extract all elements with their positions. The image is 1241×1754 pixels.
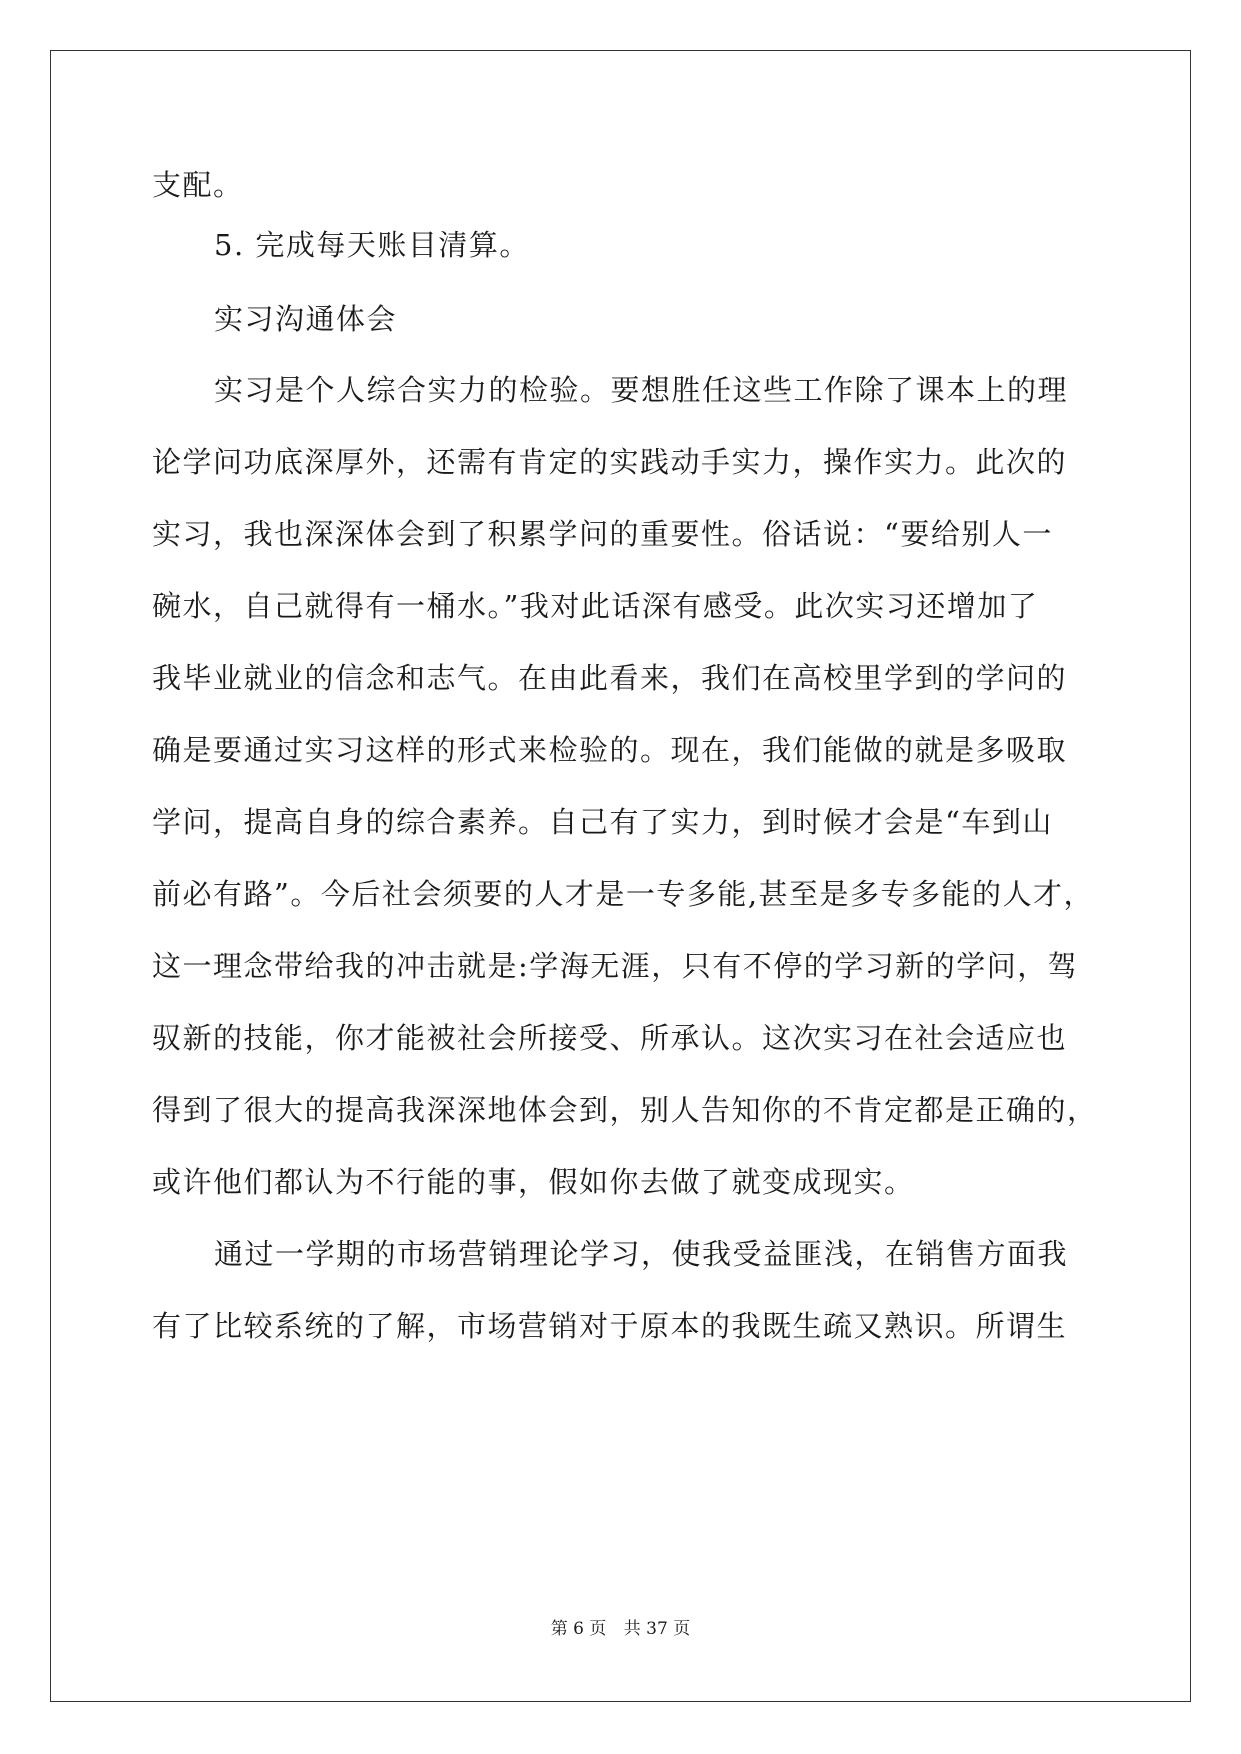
text-line: 或许他们都认为不行能的事，假如你去做了就变成现实。 (152, 1165, 915, 1199)
text-line: 有了比较系统的了解，市场营销对于原本的我既生疏又熟识。所谓生 (152, 1309, 1068, 1343)
text-line: 驭新的技能，你才能被社会所接受、所承认。这次实习在社会适应也 (152, 1021, 1068, 1055)
page-total: 共 37 页 (623, 1619, 691, 1639)
text-line: 确是要通过实习这样的形式来检验的。现在，我们能做的就是多吸取 (152, 733, 1068, 767)
text-line: 这一理念带给我的冲击就是:学海无涯，只有不停的学习新的学问，驾 (152, 949, 1079, 983)
page-number: 第 6 页 (550, 1619, 607, 1639)
text-line: 实习，我也深深体会到了积累学问的重要性。俗话说：“要给别人一 (152, 517, 1053, 551)
text-line: 得到了很大的提高我深深地体会到，别人告知你的不肯定都是正确的， (152, 1093, 1098, 1127)
text-line: 我毕业就业的信念和志气。在由此看来，我们在高校里学到的学问的 (152, 661, 1068, 695)
text-line: 论学问功底深厚外，还需有肯定的实践动手实力，操作实力。此次的 (152, 445, 1068, 479)
text-line: 通过一学期的市场营销理论学习，使我受益匪浅，在销售方面我 (214, 1237, 1069, 1271)
text-line: 5. 完成每天账目清算。 (214, 228, 530, 262)
text-line: 学问，提高自身的综合素养。自己有了实力，到时候才会是“车到山 (152, 805, 1053, 839)
page-footer (0, 1618, 1241, 1640)
text-line: 实习是个人综合实力的检验。要想胜任这些工作除了课本上的理 (214, 373, 1069, 407)
text-line: 碗水，自己就得有一桶水。”我对此话深有感受。此次实习还增加了 (152, 589, 1039, 623)
section-heading: 实习沟通体会 (214, 302, 398, 336)
text-line: 前必有路”。今后社会须要的人才是一专多能,甚至是多专多能的人才， (152, 877, 1095, 911)
text-line: 支配。 (152, 168, 244, 202)
